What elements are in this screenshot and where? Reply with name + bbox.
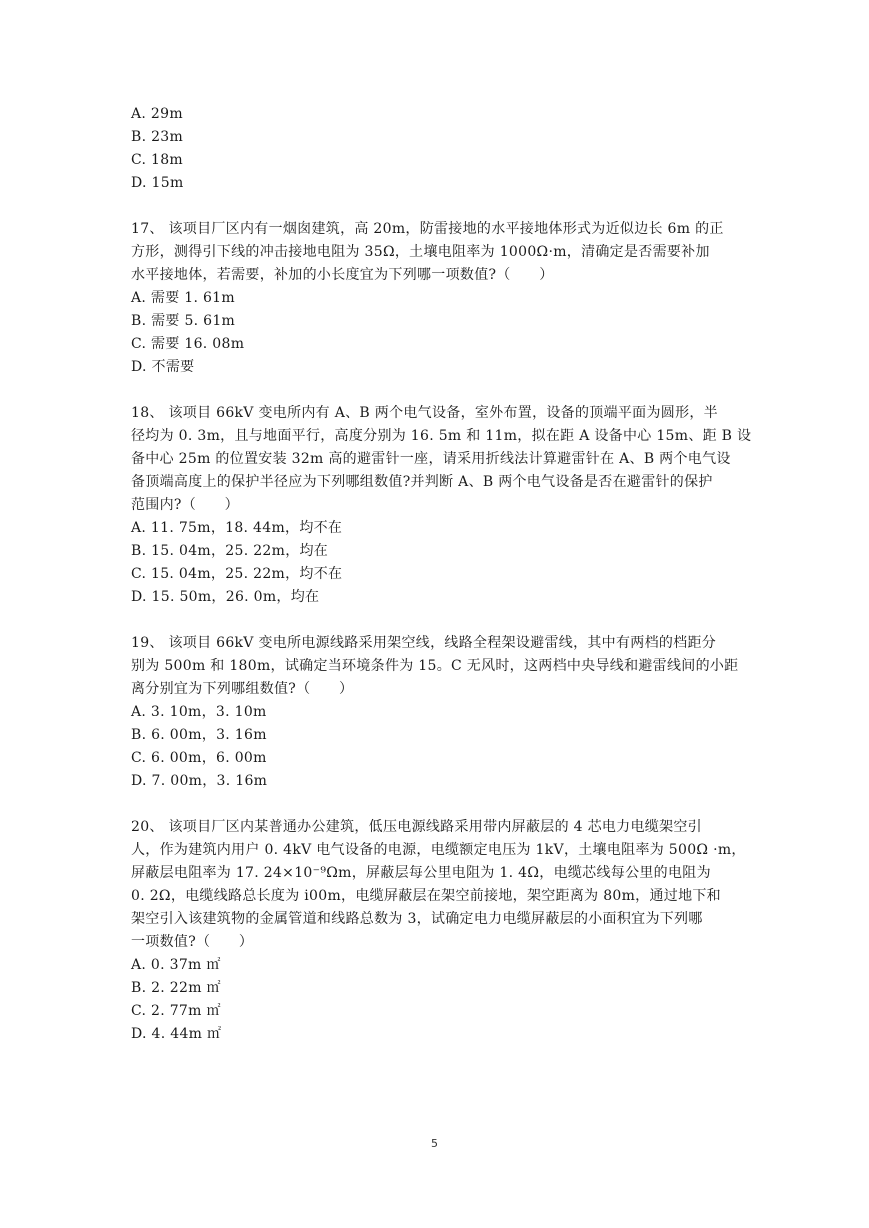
question-stem-line: 17、 该项目厂区内有一烟囱建筑，高 20m，防雷接地的水平接地体形式为近似边长 6m 的正	[131, 221, 724, 237]
question-stem-line: 一项数值?（ ）	[131, 934, 254, 950]
question-stem-line: 别为 500m 和 180m，试确定当环境条件为 15。C 无风时，这两档中央导线和避雷线间的小距	[131, 658, 739, 674]
question-stem-line: 水平接地体，若需要，补加的小长度宜为下列哪一项数值?（ ）	[131, 267, 554, 283]
option-b: B. 6. 00m，3. 16m	[131, 727, 267, 743]
question-stem-line: 18、 该项目 66kV 变电所内有 A、B 两个电气设备，室外布置，设备的顶端平面为圆形，半	[131, 405, 718, 421]
option-c: C. 6. 00m，6. 00m	[131, 750, 267, 766]
option-c: C. 需要 16. 08m	[131, 336, 245, 352]
answer-options-continued	[131, 103, 743, 195]
question-stem-line: 19、 该项目 66kV 变电所电源线路采用架空线，线路全程架设避雷线，其中有两档的档距分	[131, 635, 717, 651]
question-stem-line: 架空引入该建筑物的金属管道和线路总数为 3，试确定电力电缆屏蔽层的小面积宜为下列哪	[131, 911, 703, 927]
option-a: A. 3. 10m，3. 10m	[131, 704, 267, 720]
question-stem-line: 20、 该项目厂区内某普通办公建筑，低压电源线路采用带内屏蔽层的 4 芯电力电缆架空引	[131, 819, 702, 835]
option-d: D. 15. 50m，26. 0m，均在	[131, 589, 320, 605]
option-d: D. 15m	[131, 175, 184, 191]
option-a: A. 11. 75m，18. 44m，均不在	[131, 520, 343, 536]
page-number: 5	[431, 1137, 438, 1150]
question-stem-line: 离分别宜为下列哪组数值?（ ）	[131, 681, 354, 697]
option-d: D. 不需要	[131, 359, 195, 375]
page-content	[131, 103, 752, 1069]
question-stem-line: 范围内?（ ）	[131, 497, 239, 513]
option-d: D. 7. 00m，3. 16m	[131, 773, 268, 789]
option-b: B. 23m	[131, 129, 184, 145]
question-stem-line: 备顶端高度上的保护半径应为下列哪组数值?并判断 A、B 两个电气设备是否在避雷针的保护	[131, 474, 713, 490]
option-c: C. 15. 04m，25. 22m，均不在	[131, 566, 343, 582]
question-19	[131, 632, 743, 793]
option-c: C. 2. 77m ㎡	[131, 1003, 221, 1019]
question-17	[131, 218, 743, 379]
option-a: A. 需要 1. 61m	[131, 290, 235, 306]
question-18	[131, 402, 752, 609]
question-stem-line: 0. 2Ω，电缆线路总长度为 i00m，电缆屏蔽层在架空前接地，架空距离为 80m，通过地下和	[131, 888, 721, 904]
option-b: B. 15. 04m，25. 22m，均在	[131, 543, 329, 559]
option-b: B. 2. 22m ㎡	[131, 980, 221, 996]
question-20	[131, 816, 746, 1046]
question-stem-line: 屏蔽层电阻率为 17. 24×10⁻⁹Ωm，屏蔽层每公里电阻为 1. 4Ω，电缆芯线每公里的电阻为	[131, 865, 711, 881]
question-stem-line: 人，作为建筑内用户 0. 4kV 电气设备的电源，电缆额定电压为 1kV，土壤电阻率为 500Ω ·m，	[131, 842, 746, 858]
option-d: D. 4. 44m ㎡	[131, 1026, 222, 1042]
option-b: B. 需要 5. 61m	[131, 313, 236, 329]
question-stem-line: 径均为 0. 3m，且与地面平行，高度分别为 16. 5m 和 11m，拟在距 A 设备中心 15m、距 B 设	[131, 428, 752, 444]
option-c: C. 18m	[131, 152, 184, 168]
option-a: A. 0. 37m ㎡	[131, 957, 221, 973]
question-stem-line: 备中心 25m 的位置安装 32m 高的避雷针一座，请采用折线法计算避雷针在 A、B 两个电气设	[131, 451, 731, 467]
question-stem-line: 方形，测得引下线的冲击接地电阻为 35Ω，土壤电阻率为 1000Ω·m，清确定是否需要补加	[131, 244, 710, 260]
option-a: A. 29m	[131, 106, 183, 122]
